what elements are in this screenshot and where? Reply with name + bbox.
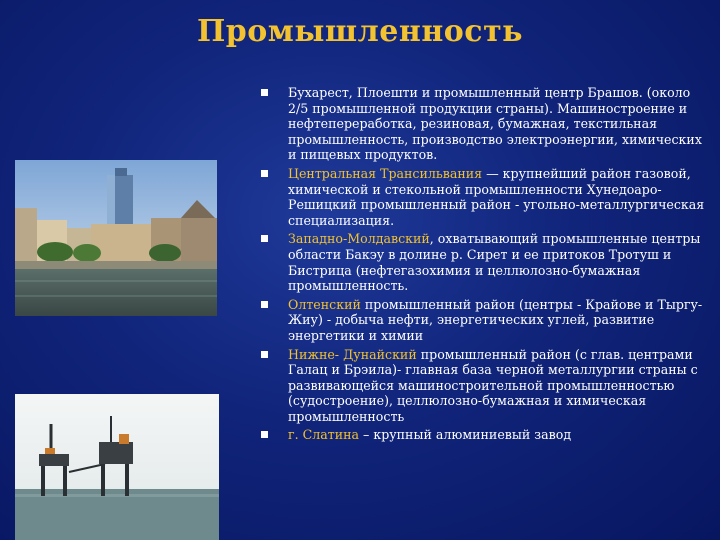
list-item (258, 85, 710, 163)
item-highlight: г. Слатина (288, 427, 360, 443)
square-bullet-icon (261, 301, 268, 308)
item-highlight: Центральная Трансильвания (288, 165, 483, 181)
item-text: промышленный район (с глав. центрами Галац и Брэила)- главная база черной металлургии страны с развивающейся машиностроительной промышленностью (судостроение), целлюлозно-бумажная и химическая промышленность (288, 346, 698, 424)
item-text: – крупный алюминиевый завод (359, 427, 572, 443)
slide-title: Промышленность (196, 14, 524, 49)
square-bullet-icon (261, 351, 268, 358)
square-bullet-icon (261, 170, 268, 177)
list-item (258, 297, 710, 344)
industry-list (258, 85, 710, 446)
item-text: , охватывающий промышленные центры области Бакэу в долине р. Сирет и ее притоков Тротуш и Бистрица (нефтегазохимия и целлюлозно-бумажная промышленность. (288, 231, 701, 294)
square-bullet-icon (261, 89, 268, 96)
list-item (258, 427, 710, 443)
item-text: Бухарест, Плоешти и промышленный центр Брашов. (около 2/5 промышленной продукции страны). Машиностроение и нефтепереработка, резиновая, бумажная, текстильная промышленность, производство электроэнергии, химических и пищевых продуктов. (288, 85, 702, 163)
list-item (258, 347, 710, 425)
square-bullet-icon (261, 431, 268, 438)
item-highlight: Западно-Молдавский (288, 231, 430, 247)
oil-platform-photo (15, 394, 219, 540)
city-photo (15, 160, 217, 316)
item-text: промышленный район (центры - Крайове и Тыргу-Жиу) - добыча нефти, энергетических углей, развитие энергетики и химии (288, 296, 703, 343)
item-highlight: Олтенский (288, 296, 361, 312)
list-item (258, 231, 710, 293)
item-highlight: Нижне- Дунайский (288, 346, 417, 362)
list-item (258, 166, 710, 228)
square-bullet-icon (261, 235, 268, 242)
item-text: — крупнейший район газовой, химической и стекольной промышленности Хунедоаро-Решицкий промышленный район - угольно-металлургическая специализация. (288, 165, 705, 228)
